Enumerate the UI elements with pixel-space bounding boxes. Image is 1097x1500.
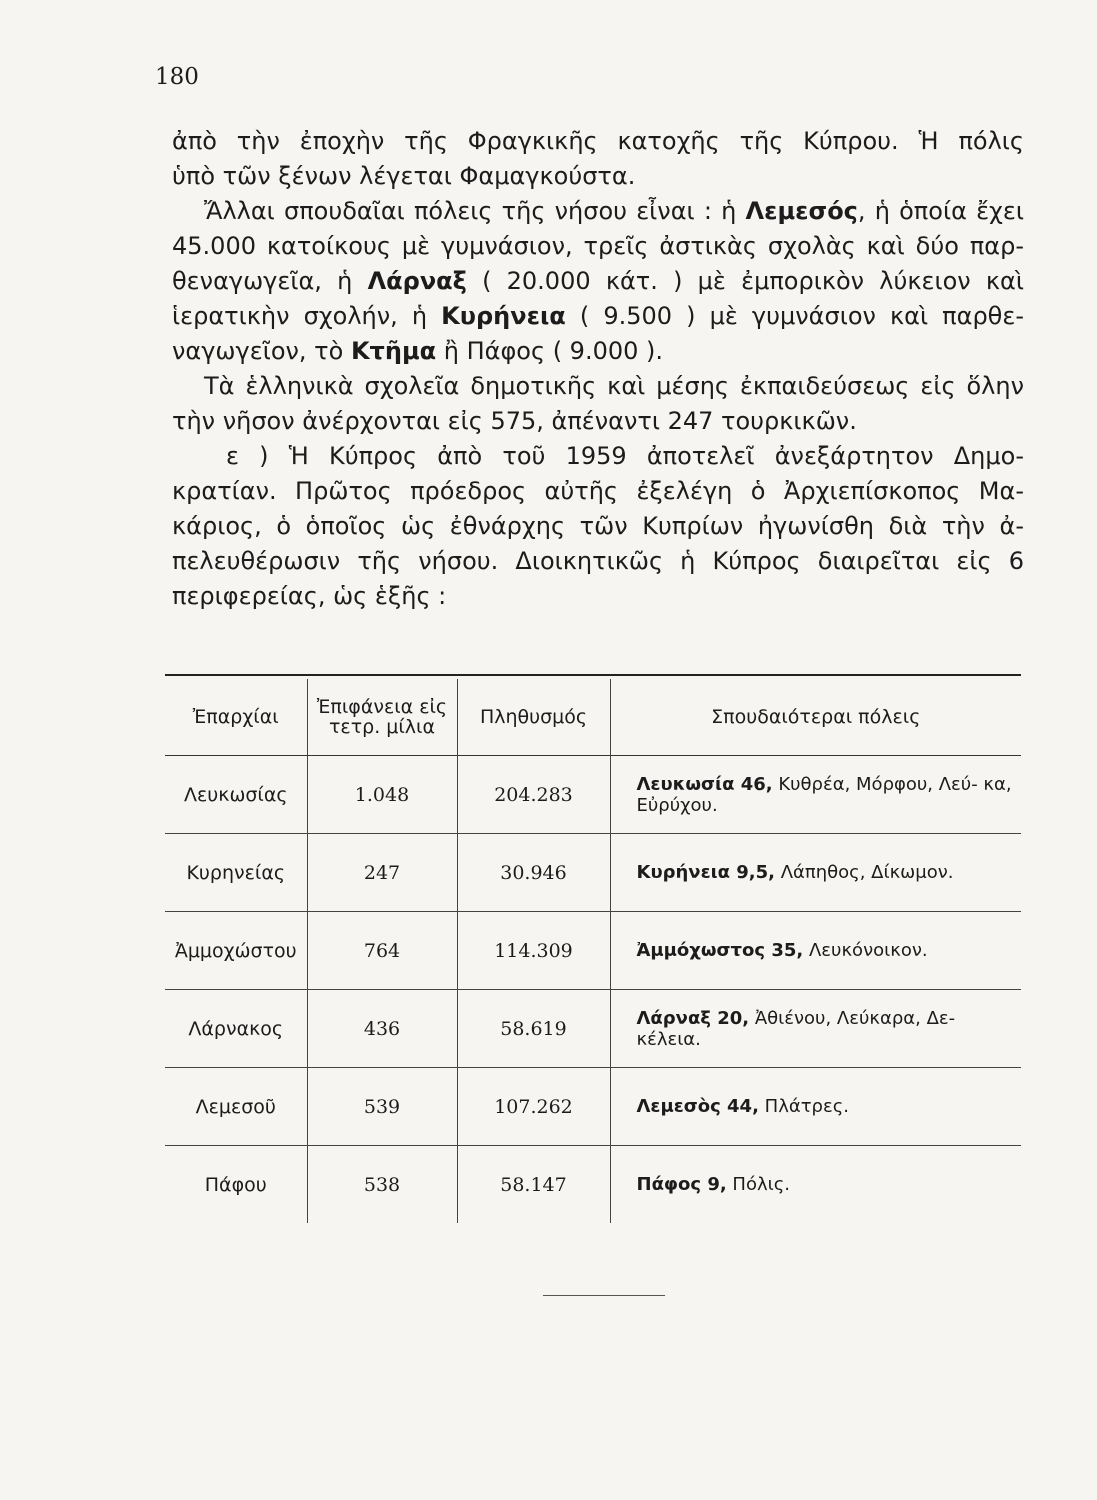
text-line: 45.000 κατοίκους μὲ γυμνάσιον, τρεῖς ἀστικὰς σχολὰς καὶ δύο παρ- [172,232,1024,260]
city-name-bold: Κυρήνεια [441,302,566,330]
other-cities: Λευκόνοικον. [808,940,928,961]
district-cell: Λεμεσοῦ [165,1068,307,1146]
text-line: Τὰ ἑλληνικὰ σχολεῖα δημοτικῆς καὶ μέσης ἐκπαιδεύσεως εἰς ὅλην [204,372,1024,400]
area-cell: 247 [307,834,457,912]
text-line [172,264,1024,299]
text-line [172,299,1024,334]
district-cell: Λάρνακος [165,990,307,1068]
text-span: ( 20.000 κάτ. ) μὲ ἐμπορικὸν λύκειον καὶ [482,267,1024,295]
table-row [165,1068,1021,1146]
district-cell: Πάφου [165,1146,307,1224]
city-name-bold: Λεμεσός [745,197,858,225]
header-population: Πληθυσμός [457,679,610,756]
text-line: ε ) Ἡ Κύπρος ἀπὸ τοῦ 1959 ἀποτελεῖ ἀνεξάρτητον Δημο- [226,442,1024,470]
district-cell: Κυρηνείας [165,834,307,912]
text-line: ὑπὸ τῶν ξένων λέγεται Φαμαγκούστα. [172,162,636,190]
main-city: Λεμεσὸς 44, [636,1096,759,1117]
area-cell: 1.048 [307,756,457,834]
other-cities: Πόλις. [732,1174,790,1195]
header-area: Ἐπιφάνεια εἰς τετρ. μίλια [307,679,457,756]
other-cities: Κυθρέα, Μόρφου, Λεύ- κα, Εὐρύχου. [636,773,1012,816]
population-cell: 204.283 [457,756,610,834]
area-cell: 436 [307,990,457,1068]
table-row [165,990,1021,1068]
body-text [172,124,1024,614]
city-name-bold: Λάρναξ [367,267,467,295]
text-line: τὴν νῆσον ἀνέρχονται εἰς 575, ἀπέναντι 247 τουρκικῶν. [172,407,857,435]
cities-cell [610,1068,1021,1146]
main-city: Ἀμμόχωστος 35, [636,940,804,961]
main-city: Πάφος 9, [636,1174,727,1195]
text-line: ἀπὸ τὴν ἐποχὴν τῆς Φραγκικῆς κατοχῆς τῆς Κύπρου. Ἡ πόλις [172,127,1024,155]
cities-cell [610,1146,1021,1224]
header-district: Ἐπαρχίαι [165,679,307,756]
population-cell: 58.147 [457,1146,610,1224]
area-cell: 539 [307,1068,457,1146]
cities-cell [610,912,1021,990]
district-cell: Λευκωσίας [165,756,307,834]
footnote-rule [543,1295,665,1296]
table-row [165,912,1021,990]
text-span: θεναγωγεῖα, ἡ [172,267,353,295]
population-cell: 114.309 [457,912,610,990]
table-row [165,1146,1021,1224]
population-cell: 58.619 [457,990,610,1068]
main-city: Λάρναξ 20, [636,1007,750,1029]
other-cities: Πλάτρες. [764,1096,850,1117]
text-span: , ἡ ὁποία ἔχει [857,197,1025,225]
cities-cell [610,834,1021,912]
main-city: Λευκωσία 46, [636,773,773,795]
header-cities: Σπουδαιότεραι πόλεις [610,679,1021,756]
page-number: 180 [155,64,199,90]
city-name-bold: Κτῆμα [350,337,437,365]
other-cities: Ἀθιένου, Λεύκαρα, Δε- κέλεια. [636,1007,956,1050]
text-line: κρατίαν. Πρῶτος πρόεδρος αὐτῆς ἐξελέγη ὁ Ἀρχιεπίσκοπος Μα- [172,477,1024,505]
text-span: ναγωγεῖον, τὸ [172,337,344,365]
text-line: περιφερείας, ὡς ἑξῆς : [172,582,447,610]
table [165,679,1021,1223]
text-span: ( 9.500 ) μὲ γυμνάσιον καὶ παρθε- [579,302,1024,330]
text-span: Ἄλλαι σπουδαῖαι πόλεις τῆς νήσου εἶναι : ἡ [204,197,737,225]
text-line [172,334,1024,369]
cities-cell [610,990,1021,1068]
district-cell: Ἀμμοχώστου [165,912,307,990]
text-line: πελευθέρωσιν τῆς νήσου. Διοικητικῶς ἡ Κύπρος διαιρεῖται εἰς 6 [172,547,1024,575]
table-top-rule [165,674,1021,676]
cities-cell [610,756,1021,834]
text-span: ἱερατικὴν σχολήν, ἡ [172,302,428,330]
districts-table [165,674,1021,1223]
text-line: κάριος, ὁ ὁποῖος ὡς ἐθνάρχης τῶν Κυπρίων ἠγωνίσθη διὰ τὴν ἀ- [172,512,1024,540]
text-span: ἢ Πάφος ( 9.000 ). [443,337,664,365]
population-cell: 107.262 [457,1068,610,1146]
main-city: Κυρήνεια 9,5, [636,862,775,883]
text-line [172,194,1024,229]
area-cell: 538 [307,1146,457,1224]
table-header-row [165,679,1021,756]
area-cell: 764 [307,912,457,990]
population-cell: 30.946 [457,834,610,912]
other-cities: Λάπηθος, Δίκωμον. [780,862,954,883]
table-row [165,834,1021,912]
table-row [165,756,1021,834]
